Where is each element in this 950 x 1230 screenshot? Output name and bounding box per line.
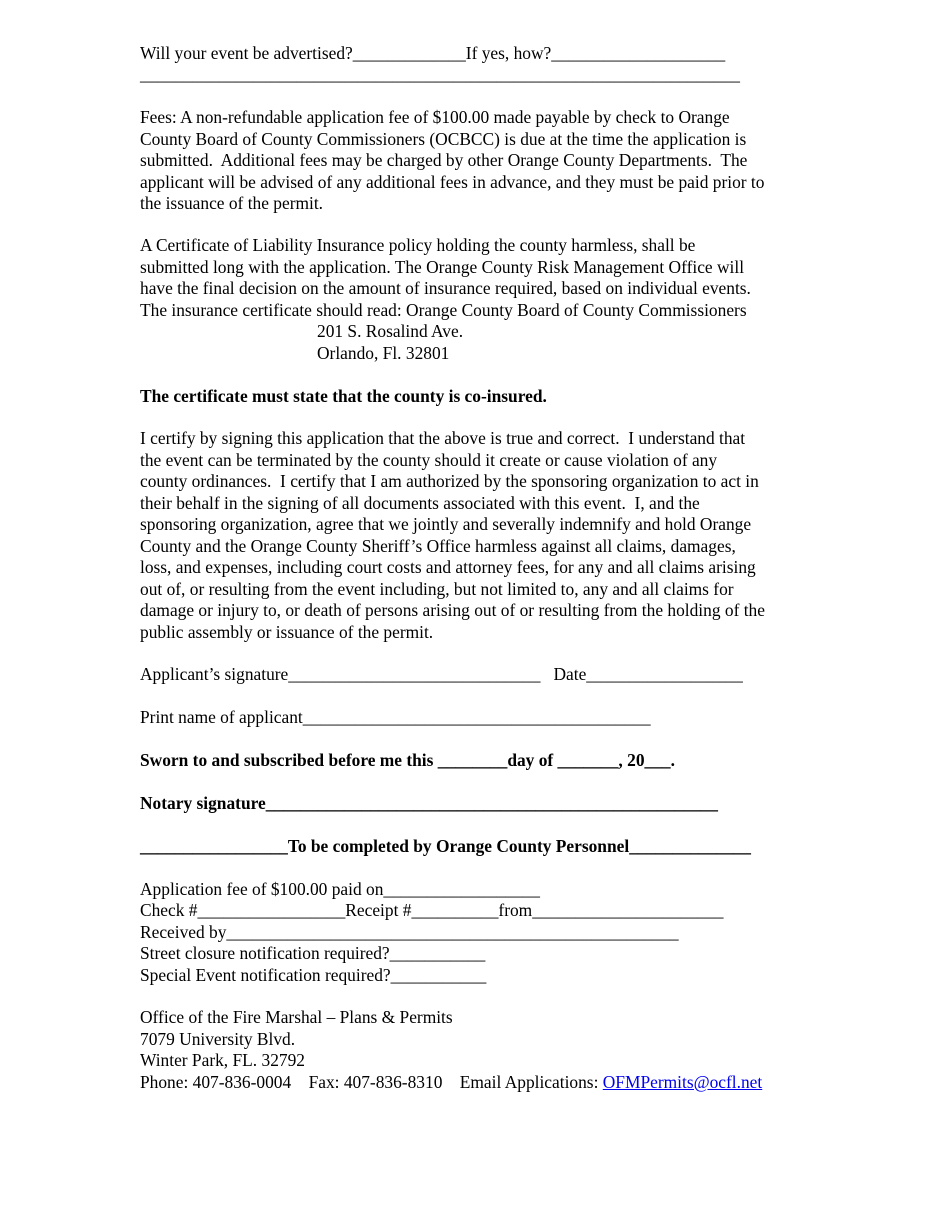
certification-text-line: damage or injury to, or death of persons arising out of or resulting from the holding of the (140, 600, 765, 620)
applicant-signature-line: Applicant’s signature_____________________________ Date__________________ (140, 664, 743, 684)
fees-text-line: submitted. Additional fees may be charged by other Orange County Departments. The (140, 150, 748, 170)
check-receipt-line: Check #_________________Receipt #__________from______________________ (140, 900, 724, 920)
insurance-text-line: The insurance certificate should read: Orange County Board of County Commissioners (140, 299, 747, 320)
insurance-address-street: 201 S. Rosalind Ave. (317, 321, 464, 341)
advertised-question: Will your event be advertised?_____________If yes, how?____________________ (140, 43, 726, 63)
certification-text-line: county ordinances. I certify that I am authorized by the sponsoring organization to act in (140, 471, 759, 491)
insurance-text-line: A Certificate of Liability Insurance policy holding the county harmless, shall be (140, 235, 696, 255)
certification-text-line: sponsoring organization, agree that we jointly and severally indemnify and hold Orange (140, 514, 752, 534)
insurance-address-city: Orlando, Fl. 32801 (317, 342, 450, 363)
office-name: Office of the Fire Marshal – Plans & Permits (140, 1007, 453, 1027)
phone-fax-email-label: Phone: 407-836-0004 Fax: 407-836-8310 Email Applications: (140, 1071, 603, 1092)
insurance-text-line: submitted long with the application. The Orange County Risk Management Office will (140, 256, 745, 277)
certification-text-line: their behalf in the signing of all documents associated with this event. I, and the (140, 492, 700, 513)
certification-text-line: out of, or resulting from the event including, but not limited to, any and all claims for (140, 578, 734, 599)
certification-text-line: public assembly or issuance of the permit. (140, 621, 434, 642)
special-event-line: Special Event notification required?___________ (140, 964, 487, 985)
fee-paid-line: Application fee of $100.00 paid on__________________ (140, 878, 540, 899)
office-street: 7079 University Blvd. (140, 1028, 296, 1049)
certification-text-line: the event can be terminated by the county should it create or cause violation of any (140, 449, 718, 470)
fees-text-line: the issuance of the permit. (140, 193, 324, 213)
print-name-line: Print name of applicant________________________________________ (140, 707, 651, 727)
coinsured-notice: The certificate must state that the county is co-insured. (140, 385, 547, 406)
office-city: Winter Park, FL. 32792 (140, 1050, 305, 1070)
fees-text-line: County Board of County Commissioners (OCBCC) is due at the time the application is (140, 128, 747, 149)
personnel-section-header: _________________To be completed by Orange County Personnel______________ (140, 836, 751, 856)
certification-text-line: loss, and expenses, including court costs and attorney fees, for any and all claims arising (140, 557, 756, 577)
email-link[interactable]: OFMPermits@ocfl.net (602, 1071, 763, 1092)
advertised-blank-line: _____________________________________________________________________ (140, 64, 740, 84)
certification-text-line: I certify by signing this application that the above is true and correct. I understand that (140, 428, 746, 448)
sworn-statement-line: Sworn to and subscribed before me this ________day of _______, 20___. (140, 750, 675, 770)
fees-text-line: Fees: A non-refundable application fee of $100.00 made payable by check to Orange (140, 107, 730, 127)
insurance-text-line: have the final decision on the amount of insurance required, based on individual events. (140, 278, 751, 298)
fees-text-line: applicant will be advised of any additional fees in advance, and they must be paid prior to (140, 171, 765, 192)
certification-text-line: County and the Orange County Sheriff’s Office harmless against all claims, damages, (140, 535, 736, 556)
office-contact-line (140, 1072, 762, 1094)
street-closure-line: Street closure notification required?___________ (140, 943, 486, 963)
notary-signature-line: Notary signature____________________________________________________ (140, 793, 718, 813)
received-by-line: Received by____________________________________________________ (140, 921, 679, 942)
